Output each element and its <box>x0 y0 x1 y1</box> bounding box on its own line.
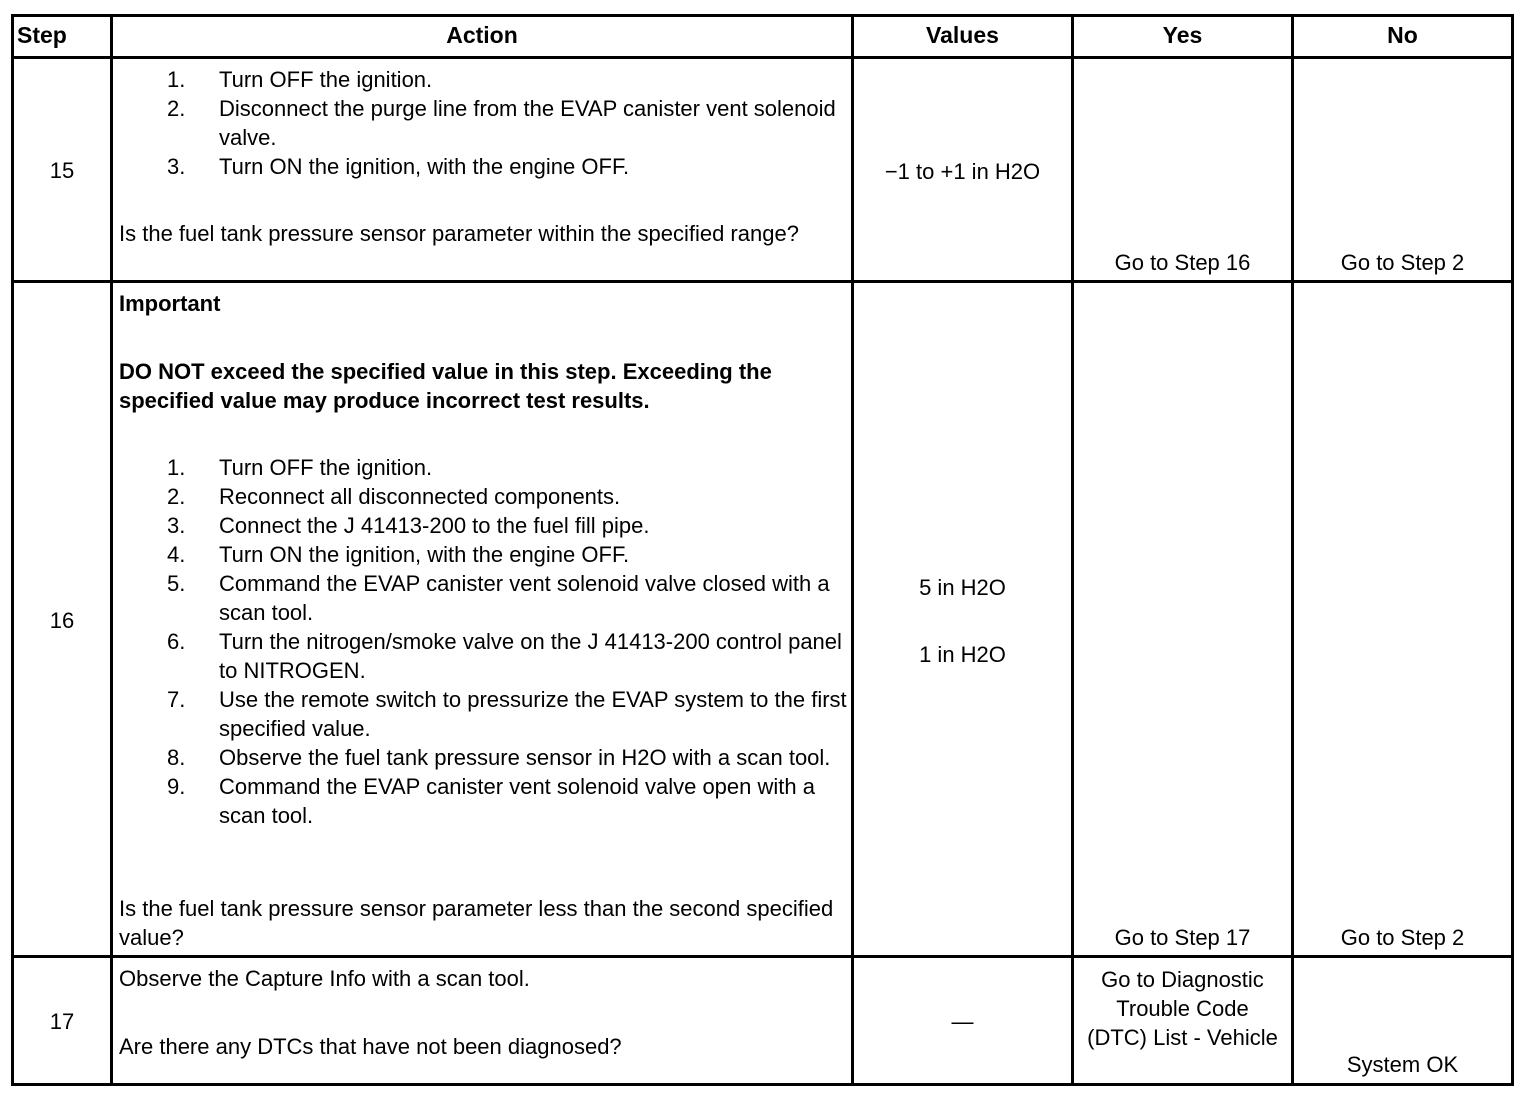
value-16-second: 1 in H2O <box>919 642 1006 667</box>
procedure-list-16 <box>119 453 849 830</box>
step-number-17: 17 <box>49 1009 75 1034</box>
yes-16: Go to Step 17 <box>1114 925 1251 950</box>
header-no: No <box>1387 22 1418 48</box>
yes-15: Go to Step 16 <box>1114 250 1251 275</box>
procedure-step: 6. Turn the nitrogen/smoke valve on the J 41413-200 control panel to NITROGEN. <box>167 629 842 683</box>
no-16: Go to Step 2 <box>1340 925 1465 950</box>
no-17: System OK <box>1346 1052 1459 1077</box>
yes-17: Go to Diagnostic Trouble Code (DTC) List - Vehicle <box>1087 967 1278 1050</box>
header-divider <box>14 56 1511 59</box>
important-notice: DO NOT exceed the specified value in this step. Exceeding the specified value may produce incorrect test results. <box>119 359 772 413</box>
question-15: Is the fuel tank pressure sensor parameter within the specified range? <box>119 221 799 246</box>
procedure-step: 2. Disconnect the purge line from the EVAP canister vent solenoid valve. <box>167 96 836 150</box>
action-cell-15 <box>119 65 849 181</box>
action-cell-16 <box>119 453 849 830</box>
header-action: Action <box>446 22 518 48</box>
value-16-first: 5 in H2O <box>919 575 1006 600</box>
step-number-16: 16 <box>49 608 75 633</box>
procedure-list-15 <box>119 65 849 181</box>
action-line-17: Observe the Capture Info with a scan tool. <box>119 966 530 991</box>
row-divider-15 <box>14 280 1511 283</box>
procedure-step: 4. Turn ON the ignition, with the engine OFF. <box>167 542 630 567</box>
question-17: Are there any DTCs that have not been diagnosed? <box>119 1034 622 1059</box>
procedure-step: 5. Command the EVAP canister vent solenoid valve closed with a scan tool. <box>167 571 830 625</box>
header-yes: Yes <box>1162 22 1203 48</box>
no-15: Go to Step 2 <box>1340 250 1465 275</box>
procedure-step: 7. Use the remote switch to pressurize the EVAP system to the first specified value. <box>167 687 847 741</box>
procedure-step: 3. Connect the J 41413-200 to the fuel fill pipe. <box>167 513 650 538</box>
step-number-15: 15 <box>49 158 75 183</box>
procedure-step: 1. Turn OFF the ignition. <box>167 67 433 92</box>
important-title: Important <box>119 291 221 316</box>
header-step: Step <box>17 22 67 48</box>
procedure-step: 2. Reconnect all disconnected components. <box>167 484 621 509</box>
header-values: Values <box>926 22 999 48</box>
row-divider-16 <box>14 955 1511 958</box>
question-16: Is the fuel tank pressure sensor parameter less than the second specified value? <box>119 896 834 950</box>
procedure-step: 8. Observe the fuel tank pressure sensor in H2O with a scan tool. <box>167 745 831 770</box>
procedure-step: 1. Turn OFF the ignition. <box>167 455 433 480</box>
procedure-step: 9. Command the EVAP canister vent solenoid valve open with a scan tool. <box>167 774 815 828</box>
procedure-step: 3. Turn ON the ignition, with the engine OFF. <box>167 154 630 179</box>
diagnostic-table <box>11 14 1514 1086</box>
value-15: −1 to +1 in H2O <box>884 159 1041 184</box>
col-divider-step <box>110 17 113 1083</box>
value-17: — <box>951 1009 974 1034</box>
